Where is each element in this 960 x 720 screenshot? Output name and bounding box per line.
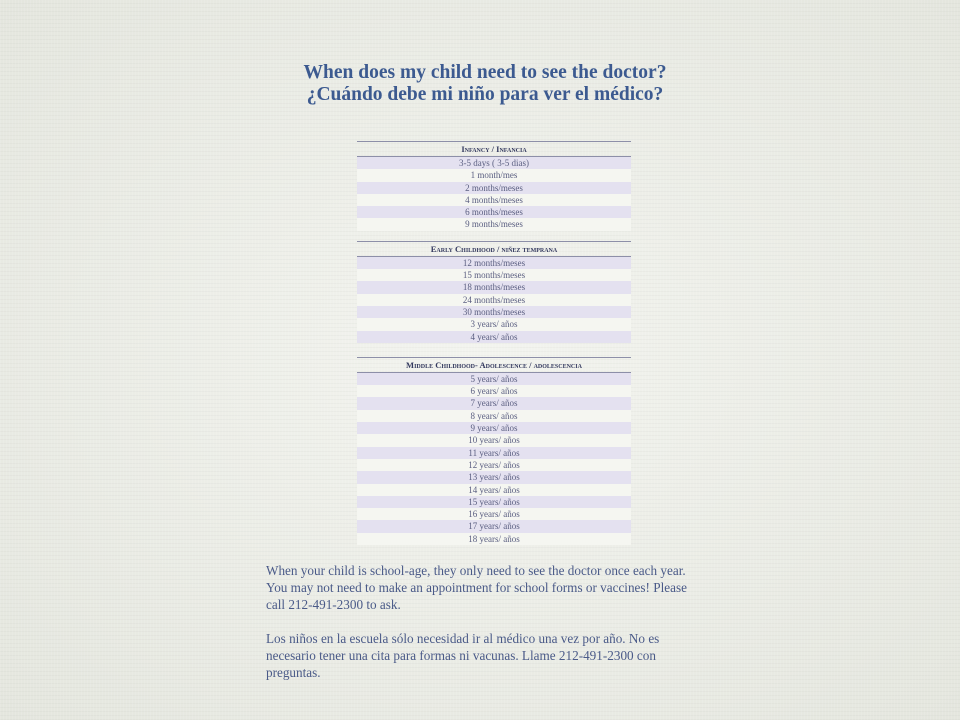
schedule-row: 12 months/meses: [357, 257, 631, 269]
schedule-row: 13 years/ años: [357, 471, 631, 483]
note-spanish: Los niños en la escuela sólo necesidad ir al médico una vez por año. No es necesario tener una cita para formas ni vacunas. Llame 212-491-2300 con preguntas.: [266, 631, 660, 680]
note-english: When your child is school-age, they only need to see the doctor once each year. You may not need to make an appointment for school forms or vaccines! Please call 212-491-2300 to ask.: [266, 563, 687, 612]
schedule-row: 7 years/ años: [357, 397, 631, 409]
section-early-childhood: [357, 241, 631, 343]
section-middle-childhood-adolescence: [357, 357, 631, 545]
schedule-row: 18 months/meses: [357, 281, 631, 293]
schedule-row: 24 months/meses: [357, 294, 631, 306]
schedule-row: 4 years/ años: [357, 331, 631, 343]
schedule-row: 30 months/meses: [357, 306, 631, 318]
schedule-row: 16 years/ años: [357, 508, 631, 520]
section-heading: Infancy / Infancia: [357, 141, 631, 157]
section-rows: [357, 257, 631, 343]
schedule-row: 5 years/ años: [357, 373, 631, 385]
section-infancy: [357, 141, 631, 231]
page-title: [220, 62, 750, 106]
schedule-row: 9 years/ años: [357, 422, 631, 434]
schedule-row: 18 years/ años: [357, 533, 631, 545]
title-spanish: ¿Cuándo debe mi niño para ver el médico?: [306, 84, 664, 105]
section-rows: [357, 157, 631, 231]
schedule-row: 1 month/mes: [357, 169, 631, 181]
schedule-row: 15 months/meses: [357, 269, 631, 281]
section-heading: Early Childhood / niñez temprana: [357, 241, 631, 257]
title-english: When does my child need to see the doctor?: [303, 62, 667, 83]
schedule-row: 3-5 days ( 3-5 dias): [357, 157, 631, 169]
notes: [266, 562, 706, 698]
schedule-row: 12 years/ años: [357, 459, 631, 471]
schedule-row: 8 years/ años: [357, 410, 631, 422]
visit-schedule-table: [357, 139, 631, 555]
schedule-row: 9 months/meses: [357, 218, 631, 230]
section-rows: [357, 373, 631, 545]
schedule-row: 6 years/ años: [357, 385, 631, 397]
schedule-row: 11 years/ años: [357, 447, 631, 459]
schedule-row: 14 years/ años: [357, 484, 631, 496]
schedule-row: 6 months/meses: [357, 206, 631, 218]
schedule-row: 4 months/meses: [357, 194, 631, 206]
schedule-row: 10 years/ años: [357, 434, 631, 446]
schedule-row: 2 months/meses: [357, 182, 631, 194]
schedule-row: 3 years/ años: [357, 318, 631, 330]
schedule-row: 17 years/ años: [357, 520, 631, 532]
section-heading: Middle Childhood- Adolescence / adolescencia: [357, 357, 631, 373]
schedule-row: 15 years/ años: [357, 496, 631, 508]
